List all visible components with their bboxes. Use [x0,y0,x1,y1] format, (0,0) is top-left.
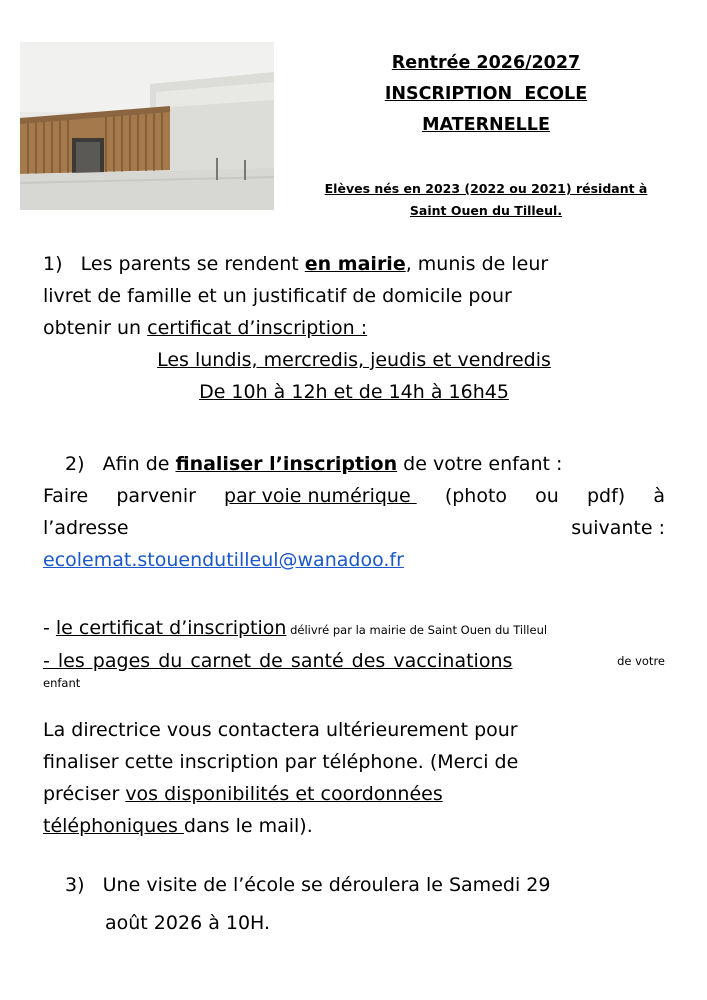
step-1-line-3a: obtenir un [43,317,148,339]
email-line [43,544,665,576]
word-photo: (photo [444,485,508,507]
contact-section [43,714,665,842]
word-suivante: suivante : [571,517,665,539]
school-building-image [20,42,274,210]
step-2-number: 2) [65,453,85,475]
doc-1-note: délivré par la mairie de Saint Ouen du Tilleul [286,623,548,637]
opening-hours: De 10h à 12h et de 14h à 16h45 [199,381,509,403]
finaliser-inscription: finaliser l’inscription [175,453,398,475]
email-link[interactable]: ecolemat.stouendutilleul@wanadoo.fr [43,549,404,571]
en-mairie: en mairie [304,253,406,275]
contact-line-4 [43,810,665,842]
step-2-text-c: de votre enfant : [397,453,563,475]
word-a: à [653,485,665,507]
step-2-line-2 [43,480,665,512]
doc-1-dash: - [43,617,56,639]
step-1-section [43,248,665,408]
step-3-line-2: août 2026 à 10H. [105,912,271,934]
title-inscription: INSCRIPTION ECOLE [384,84,588,104]
step-3-text: Une visite de l’école se déroulera le Samedi 29 [102,874,551,896]
step-2-line-1 [43,448,665,480]
subtitle-line2: Saint Ouen du Tilleul. [409,203,563,218]
doc-1-title: le certificat d’inscription [55,617,287,639]
step-2-section [43,448,665,576]
step-1-line-3 [43,312,665,344]
step-2-line-3 [43,512,665,544]
contact-line-3a: préciser [43,783,126,805]
word-adresse: l’adresse [43,517,129,539]
contact-line-1: La directrice vous contactera ultérieurement pour [43,719,518,741]
subtitle-block [286,178,686,222]
subtitle-line1: Elèves nés en 2023 (2022 ou 2021) résidant à [324,181,648,196]
contact-line-3 [43,778,665,810]
school-photo [20,42,274,210]
doc-2-note-enfant: enfant [43,676,81,690]
certificat-inscription: certificat d’inscription : [147,317,368,339]
title-maternelle: MATERNELLE [422,115,550,135]
documents-section [43,612,665,690]
step-1-text-c: , munis de leur [405,253,549,275]
contact-line-2: finaliser cette inscription par téléphone. (Merci de [43,751,519,773]
contact-line-4b: dans le mail). [183,815,313,837]
word-ou: ou [535,485,559,507]
step-1-line-2: livret de famille et un justificatif de domicile pour [43,285,512,307]
word-parvenir: parvenir [116,485,196,507]
title-year: Rentrée 2026/2027 [391,53,581,73]
step-1-number: 1) [43,253,63,275]
step-1-text-a: Les parents se rendent [80,253,305,275]
doc-2-title: - les pages du carnet de santé des vaccinations [43,650,513,672]
telephoniques: téléphoniques [43,815,184,837]
step-3-number: 3) [65,874,85,896]
doc-1 [43,612,665,646]
par-voie-numerique: par voie numérique [224,485,417,507]
doc-2 [43,646,665,676]
step-2-text-a: Afin de [102,453,176,475]
doc-2-note: de votre [617,654,665,668]
word-faire: Faire [43,485,89,507]
word-pdf: pdf) [586,485,626,507]
step-3-line-1 [43,866,665,904]
opening-days: Les lundis, mercredis, jeudis et vendredis [157,349,551,371]
step-1-line-1 [43,248,665,280]
title-block [286,48,686,141]
step-3-section [43,866,665,942]
disponibilites: vos disponibilités et coordonnées [125,783,443,805]
